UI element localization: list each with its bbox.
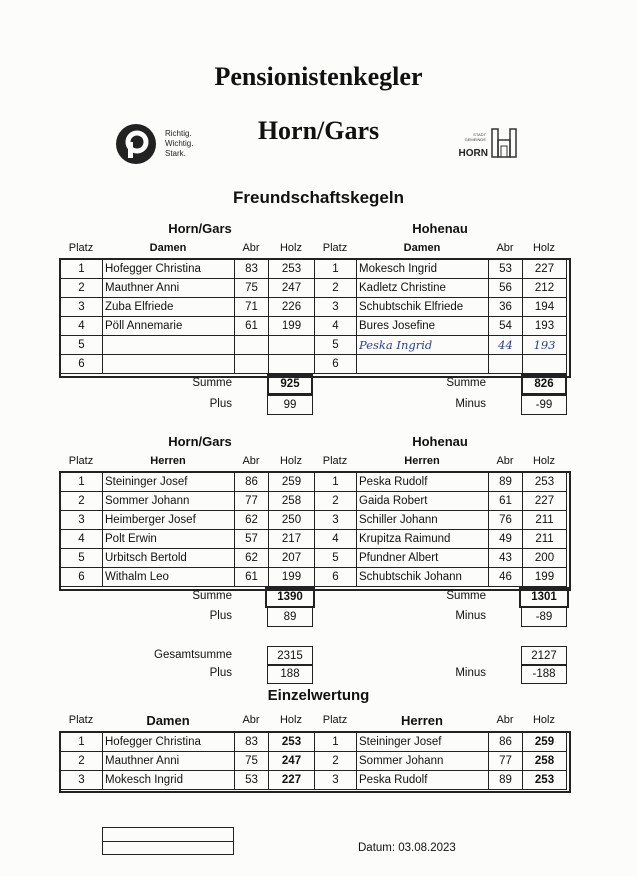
table-row — [61, 298, 567, 317]
table-row — [61, 336, 567, 355]
col-holz: Holz — [279, 242, 302, 254]
cell-platz: 3 — [315, 771, 357, 790]
cell-holz: 259 — [523, 733, 567, 752]
cell-holz: 258 — [269, 492, 315, 511]
cell-name: Steininger Josef — [103, 473, 235, 492]
damen-left-summe: 925 — [267, 374, 313, 395]
gesamt-left: 2315 — [267, 646, 313, 666]
cell-platz: 2 — [315, 279, 357, 298]
col-platz: Platz — [322, 242, 348, 254]
cell-name: Pfundner Albert — [357, 549, 489, 568]
cell-name: Hofegger Christina — [103, 260, 235, 279]
cell-holz: 226 — [269, 298, 315, 317]
cell-platz: 4 — [61, 317, 103, 336]
p-logo-icon — [116, 124, 156, 164]
damen-right-diff: -99 — [521, 395, 567, 415]
cell-holz: 253 — [523, 473, 567, 492]
cell-abr: 53 — [489, 260, 523, 279]
p-logo-slogan — [165, 129, 193, 159]
cell-name: Gaida Robert — [357, 492, 489, 511]
cell-platz: 4 — [315, 317, 357, 336]
table-row — [61, 568, 567, 587]
cell-platz: 5 — [61, 549, 103, 568]
cell-name: Withalm Leo — [103, 568, 235, 587]
cell-holz: 200 — [523, 549, 567, 568]
cell-platz: 1 — [61, 733, 103, 752]
cell-holz: 227 — [523, 260, 567, 279]
einzel-title: Einzelwertung — [267, 687, 370, 704]
cell-abr: 61 — [235, 317, 269, 336]
col-damen: Damen — [146, 713, 190, 728]
cell-platz: 1 — [315, 473, 357, 492]
datum: Datum: 03.08.2023 — [358, 842, 456, 854]
cell-abr: 71 — [235, 298, 269, 317]
cell-name: Schubtschik Elfriede — [357, 298, 489, 317]
cell-name: Mokesch Ingrid — [103, 771, 235, 790]
cell-name: Peska Rudolf — [357, 771, 489, 790]
horn-logo-small — [448, 132, 486, 142]
cell-platz: 2 — [315, 492, 357, 511]
cell-holz: 194 — [523, 298, 567, 317]
col-platz: Platz — [68, 714, 94, 726]
col-abr: Abr — [496, 242, 514, 254]
table-row — [61, 752, 567, 771]
cell-holz: 247 — [269, 279, 315, 298]
cell-name: Polt Erwin — [103, 530, 235, 549]
table-row — [61, 530, 567, 549]
herren-table — [60, 472, 567, 587]
cell-name: Kadletz Christine — [357, 279, 489, 298]
cell-holz: 193 — [523, 317, 567, 336]
cell-platz: 2 — [61, 752, 103, 771]
damen-table — [60, 259, 567, 374]
damen-left-summe-label: Summe — [192, 377, 232, 389]
gesamt-label: Gesamtsumme — [154, 649, 232, 661]
document-subtitle: Horn/Gars — [257, 116, 380, 145]
cell-abr: 54 — [489, 317, 523, 336]
cell-abr: 43 — [489, 549, 523, 568]
cell-abr: 46 — [489, 568, 523, 587]
cell-abr: 75 — [235, 752, 269, 771]
cell-name: Schubtschik Johann — [357, 568, 489, 587]
cell-platz: 1 — [315, 260, 357, 279]
col-damen: Damen — [403, 242, 441, 254]
cell-name — [103, 355, 235, 374]
cell-platz: 2 — [61, 279, 103, 298]
herren-right-team: Hohenau — [412, 434, 468, 449]
cell-platz: 3 — [315, 298, 357, 317]
cell-holz: 250 — [269, 511, 315, 530]
col-herren: Herren — [401, 713, 443, 728]
cell-platz: 6 — [315, 355, 357, 374]
table-row — [61, 733, 567, 752]
col-abr: Abr — [496, 455, 514, 467]
herren-left-summe-label: Summe — [192, 590, 232, 602]
cell-name — [357, 355, 489, 374]
cell-holz: 258 — [523, 752, 567, 771]
damen-right-summe: 826 — [521, 374, 567, 395]
cell-name: Mokesch Ingrid — [357, 260, 489, 279]
cell-abr: 61 — [235, 568, 269, 587]
col-platz: Platz — [68, 455, 94, 467]
cell-name: Urbitsch Bertold — [103, 549, 235, 568]
cell-platz: 3 — [315, 511, 357, 530]
col-holz: Holz — [532, 242, 555, 254]
signature-box — [102, 827, 234, 842]
cell-platz: 4 — [315, 530, 357, 549]
cell-holz: 207 — [269, 549, 315, 568]
col-platz: Platz — [322, 455, 348, 467]
slogan-line: Richtig. — [165, 129, 192, 138]
cell-holz: 227 — [269, 771, 315, 790]
cell-platz: 5 — [315, 549, 357, 568]
damen-left-diff: 99 — [267, 395, 313, 415]
cell-abr: 83 — [235, 260, 269, 279]
cell-name: Zuba Elfriede — [103, 298, 235, 317]
table-row — [61, 317, 567, 336]
cell-platz: 1 — [315, 733, 357, 752]
cell-abr: 62 — [235, 549, 269, 568]
slogan-line: Wichtig. — [165, 139, 194, 148]
cell-name: Bures Josefine — [357, 317, 489, 336]
cell-abr: 57 — [235, 530, 269, 549]
gesamt-minus: -188 — [521, 664, 567, 684]
cell-holz: 199 — [523, 568, 567, 587]
cell-name: Peska Rudolf — [357, 473, 489, 492]
cell-abr: 75 — [235, 279, 269, 298]
damen-right-team: Hohenau — [412, 221, 468, 236]
cell-abr: 86 — [489, 733, 523, 752]
cell-platz: 3 — [61, 511, 103, 530]
cell-name — [103, 336, 235, 355]
col-abr: Abr — [496, 714, 514, 726]
col-herren: Herren — [150, 455, 186, 467]
herren-left-diff-label: Plus — [209, 610, 232, 622]
damen-right-diff-label: Minus — [455, 398, 486, 410]
cell-platz: 6 — [315, 568, 357, 587]
cell-abr: 89 — [489, 473, 523, 492]
document-title: Pensionistenkegler — [214, 62, 423, 91]
cell-abr: 83 — [235, 733, 269, 752]
cell-abr: 61 — [489, 492, 523, 511]
cell-name: Steininger Josef — [357, 733, 489, 752]
cell-abr: 86 — [235, 473, 269, 492]
col-abr: Abr — [242, 714, 260, 726]
cell-holz: 211 — [523, 530, 567, 549]
cell-holz: 253 — [523, 771, 567, 790]
cell-holz: 253 — [269, 260, 315, 279]
table-row — [61, 279, 567, 298]
cell-holz: 217 — [269, 530, 315, 549]
cell-abr — [235, 336, 269, 355]
cell-platz: 3 — [61, 298, 103, 317]
horn-logo-word: HORN — [458, 148, 488, 159]
table-row — [61, 492, 567, 511]
cell-abr-handwritten: 44 — [489, 336, 523, 355]
table-row — [61, 355, 567, 374]
col-abr: Abr — [242, 455, 260, 467]
damen-left-team: Horn/Gars — [168, 221, 232, 236]
cell-abr: 53 — [235, 771, 269, 790]
cell-platz: 2 — [61, 492, 103, 511]
cell-holz: 199 — [269, 568, 315, 587]
cell-abr: 77 — [235, 492, 269, 511]
cell-holz — [523, 355, 567, 374]
cell-name: Hofegger Christina — [103, 733, 235, 752]
cell-abr — [489, 355, 523, 374]
table-row — [61, 549, 567, 568]
cell-platz: 4 — [61, 530, 103, 549]
cell-name: Sommer Johann — [357, 752, 489, 771]
cell-holz: 247 — [269, 752, 315, 771]
cell-abr: 49 — [489, 530, 523, 549]
horn-logo — [448, 128, 518, 162]
col-holz: Holz — [532, 455, 555, 467]
horn-logo-small-line: GEMEINDE — [464, 137, 486, 142]
cell-platz: 1 — [61, 260, 103, 279]
col-damen: Damen — [149, 242, 187, 254]
herren-left-summe: 1390 — [265, 587, 315, 608]
cell-name: Sommer Johann — [103, 492, 235, 511]
cell-holz-handwritten: 193 — [523, 336, 567, 355]
cell-holz: 211 — [523, 511, 567, 530]
damen-right-summe-label: Summe — [446, 377, 486, 389]
herren-left-diff: 89 — [267, 607, 313, 627]
cell-platz: 2 — [315, 752, 357, 771]
cell-abr: 62 — [235, 511, 269, 530]
cell-name: Pöll Annemarie — [103, 317, 235, 336]
col-platz: Platz — [322, 714, 348, 726]
cell-holz: 212 — [523, 279, 567, 298]
herren-right-diff-label: Minus — [455, 610, 486, 622]
cell-abr — [235, 355, 269, 374]
gesamt-right: 2127 — [521, 646, 567, 666]
cell-holz: 259 — [269, 473, 315, 492]
table-row — [61, 771, 567, 790]
tower-icon — [491, 128, 517, 158]
col-abr: Abr — [242, 242, 260, 254]
cell-name: Heimberger Josef — [103, 511, 235, 530]
damen-left-diff-label: Plus — [209, 398, 232, 410]
cell-platz: 3 — [61, 771, 103, 790]
cell-abr: 76 — [489, 511, 523, 530]
cell-platz: 5 — [315, 336, 357, 355]
col-holz: Holz — [279, 455, 302, 467]
horn-logo-small-line: STADT — [473, 132, 486, 137]
cell-abr: 77 — [489, 752, 523, 771]
cell-abr: 36 — [489, 298, 523, 317]
cell-platz: 6 — [61, 568, 103, 587]
gesamt-plus: 188 — [267, 664, 313, 684]
herren-right-summe-label: Summe — [446, 590, 486, 602]
col-platz: Platz — [68, 242, 94, 254]
cell-name: Mauthner Anni — [103, 279, 235, 298]
section-title: Freundschaftskegeln — [233, 188, 404, 207]
cell-name: Mauthner Anni — [103, 752, 235, 771]
cell-holz: 199 — [269, 317, 315, 336]
col-herren: Herren — [404, 455, 440, 467]
table-row — [61, 260, 567, 279]
signature-box — [102, 841, 234, 855]
gesamt-plus-label: Plus — [209, 667, 232, 679]
cell-name-handwritten: Peska Ingrid — [357, 336, 489, 355]
table-row — [61, 511, 567, 530]
cell-holz — [269, 336, 315, 355]
cell-abr: 89 — [489, 771, 523, 790]
table-row — [61, 473, 567, 492]
herren-left-team: Horn/Gars — [168, 434, 232, 449]
cell-holz: 253 — [269, 733, 315, 752]
col-holz: Holz — [279, 714, 302, 726]
gesamt-minus-label: Minus — [455, 667, 486, 679]
einzel-table — [60, 732, 567, 790]
cell-name: Krupitza Raimund — [357, 530, 489, 549]
slogan-line: Stark. — [165, 149, 186, 158]
cell-abr: 56 — [489, 279, 523, 298]
cell-holz: 227 — [523, 492, 567, 511]
col-holz: Holz — [532, 714, 555, 726]
cell-platz: 6 — [61, 355, 103, 374]
herren-right-summe: 1301 — [519, 587, 569, 608]
cell-platz: 1 — [61, 473, 103, 492]
cell-platz: 5 — [61, 336, 103, 355]
cell-holz — [269, 355, 315, 374]
herren-right-diff: -89 — [521, 607, 567, 627]
cell-name: Schiller Johann — [357, 511, 489, 530]
